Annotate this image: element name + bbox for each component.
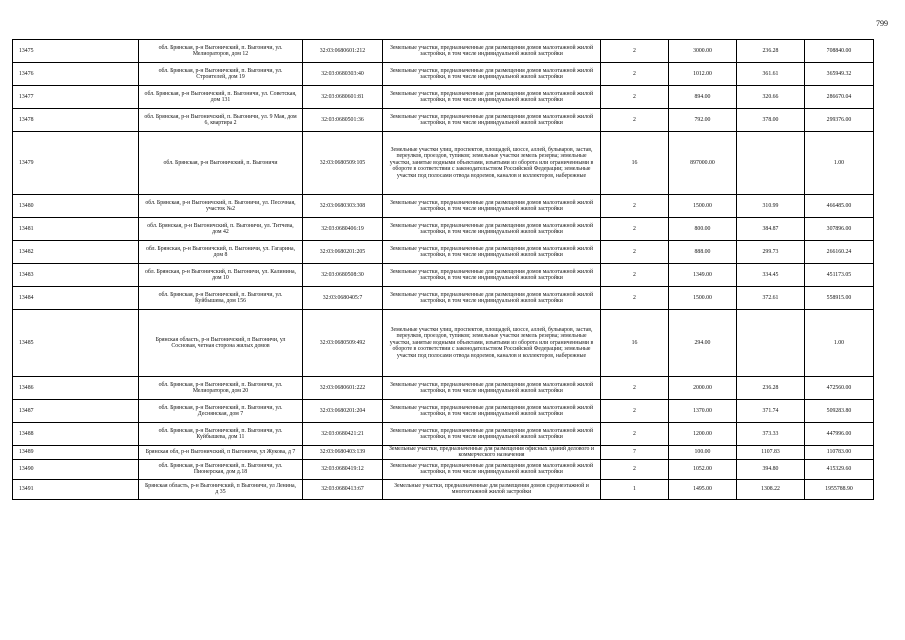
cell-specific-value: 373.33 (737, 423, 805, 446)
cell-area: 1495.00 (669, 479, 737, 499)
cell-group: 2 (601, 63, 669, 86)
table-row (13, 287, 874, 310)
cell-area: 2000.00 (669, 377, 737, 400)
cell-group: 2 (601, 287, 669, 310)
cell-cadastral-value: 466485.00 (805, 195, 874, 218)
cell-specific-value (737, 310, 805, 377)
cell-area: 1370.00 (669, 400, 737, 423)
cell-cadastral-number: 32:03:0680406:19 (303, 218, 383, 241)
cell-area: 800.00 (669, 218, 737, 241)
cell-land-use: Земельные участки, предназначенные для размещения домов малоэтажной жилой застройки, в том числе индивидуальной жилой застройки (383, 109, 601, 132)
cell-cadastral-number: 32:03:0680601:222 (303, 377, 383, 400)
table-row (13, 109, 874, 132)
table-row (13, 195, 874, 218)
cell-land-use: Земельные участки, предназначенные для размещения домов среднеэтажной и многоэтажной жилой застройки (383, 479, 601, 499)
table-row (13, 218, 874, 241)
cell-cadastral-number: 32:03:0680419:12 (303, 459, 383, 479)
cell-record-number: 13489 (13, 446, 139, 460)
cell-cadastral-value: 558915.00 (805, 287, 874, 310)
cell-record-number: 13476 (13, 63, 139, 86)
cell-cadastral-number: 32:03:0680421:21 (303, 423, 383, 446)
cell-cadastral-number: 32:03:0680303:40 (303, 63, 383, 86)
cell-specific-value: 236.28 (737, 377, 805, 400)
cell-area: 894.00 (669, 86, 737, 109)
cell-group: 1 (601, 479, 669, 499)
cell-cadastral-value: 286670.04 (805, 86, 874, 109)
cell-specific-value: 378.00 (737, 109, 805, 132)
cell-cadastral-value: 415329.60 (805, 459, 874, 479)
cell-address: обл. Брянская, р-н Выгоничский, п. Выгоничи, ул. Строителей, дом 19 (139, 63, 303, 86)
table-row (13, 264, 874, 287)
cell-specific-value: 334.45 (737, 264, 805, 287)
cell-group: 2 (601, 86, 669, 109)
cell-area: 100.00 (669, 446, 737, 460)
cell-area: 1052.00 (669, 459, 737, 479)
cell-land-use: Земельные участки, предназначенные для размещения офисных зданий делового и коммерческого назначения (383, 446, 601, 460)
cell-record-number: 13480 (13, 195, 139, 218)
cell-cadastral-value: 266160.24 (805, 241, 874, 264)
cell-land-use: Земельные участки, предназначенные для размещения домов малоэтажной жилой застройки, в том числе индивидуальной жилой застройки (383, 423, 601, 446)
table-row (13, 377, 874, 400)
cell-specific-value: 236.28 (737, 40, 805, 63)
cell-specific-value: 361.61 (737, 63, 805, 86)
cell-specific-value: 320.66 (737, 86, 805, 109)
cell-group: 2 (601, 264, 669, 287)
cell-cadastral-number: 32:03:0680201:205 (303, 241, 383, 264)
cell-cadastral-number: 32:03:0680501:36 (303, 109, 383, 132)
cell-area: 1500.00 (669, 287, 737, 310)
cell-land-use: Земельные участки, предназначенные для размещения домов малоэтажной жилой застройки, в том числе индивидуальной жилой застройки (383, 40, 601, 63)
cell-cadastral-number: 32:03:0680509:105 (303, 132, 383, 195)
cell-group: 2 (601, 241, 669, 264)
cell-land-use: Земельные участки, предназначенные для размещения домов малоэтажной жилой застройки, в том числе индивидуальной жилой застройки (383, 400, 601, 423)
table-row (13, 446, 874, 460)
cell-group: 16 (601, 310, 669, 377)
cell-area: 897000.00 (669, 132, 737, 195)
cell-area: 1200.00 (669, 423, 737, 446)
cell-area: 1012.00 (669, 63, 737, 86)
cell-address: обл. Брянская, р-н Выгоничский, п. Выгоничи, ул. Песочная, участок №2 (139, 195, 303, 218)
cell-cadastral-value: 447996.00 (805, 423, 874, 446)
cell-group: 2 (601, 109, 669, 132)
cell-group: 7 (601, 446, 669, 460)
cell-address: Брянская обл, р-н Выгоничский, п Выгоничи, ул Жукова, д 7 (139, 446, 303, 460)
cell-land-use: Земельные участки, предназначенные для размещения домов малоэтажной жилой застройки, в том числе индивидуальной жилой застройки (383, 241, 601, 264)
table-row (13, 132, 874, 195)
cell-cadastral-number: 32:03:0680303:308 (303, 195, 383, 218)
cell-specific-value (737, 132, 805, 195)
cell-group: 2 (601, 218, 669, 241)
table-row (13, 423, 874, 446)
cell-specific-value: 1308.22 (737, 479, 805, 499)
cell-cadastral-number: 32:03:0680601:212 (303, 40, 383, 63)
cell-record-number: 13485 (13, 310, 139, 377)
cell-land-use: Земельные участки улиц, проспектов, площадей, шоссе, аллей, бульваров, застав, переулков, проездов, тупиков; земельные участки земель резерва; земельные участки, занятые водными объектами, изъятыми из оборота или ограниченными в обороте в соответствии с законодательством Российской Федерации; земельные участки под полосами отвода водоемов, каналов и коллекторов, набережные (383, 310, 601, 377)
cell-record-number: 13488 (13, 423, 139, 446)
cell-group: 2 (601, 195, 669, 218)
cell-specific-value: 394.80 (737, 459, 805, 479)
cell-land-use: Земельные участки, предназначенные для размещения домов малоэтажной жилой застройки, в том числе индивидуальной жилой застройки (383, 86, 601, 109)
cell-record-number: 13486 (13, 377, 139, 400)
cell-address: обл. Брянская, р-н Выгоничский, п. Выгоничи, ул. Гагарина, дом 8 (139, 241, 303, 264)
cell-specific-value: 384.87 (737, 218, 805, 241)
cell-specific-value: 372.61 (737, 287, 805, 310)
cell-address: Брянская область, р-н Выгоничский, п Выгоничи, ул Ленина, д 35 (139, 479, 303, 499)
cell-record-number: 13482 (13, 241, 139, 264)
cell-address: обл. Брянская, р-н Выгоничский, п. Выгоничи, ул. Титчева, дом 42 (139, 218, 303, 241)
cell-cadastral-value: 708840.00 (805, 40, 874, 63)
cell-cadastral-value: 1955788.90 (805, 479, 874, 499)
cell-group: 2 (601, 400, 669, 423)
cell-address: обл. Брянская, р-н Выгоничский, п. Выгоничи, ул. Куйбышева, дом 156 (139, 287, 303, 310)
cell-land-use: Земельные участки, предназначенные для размещения домов малоэтажной жилой застройки, в том числе индивидуальной жилой застройки (383, 377, 601, 400)
cell-record-number: 13481 (13, 218, 139, 241)
cell-cadastral-number: 32:03:0680201:204 (303, 400, 383, 423)
cell-cadastral-value: 299376.00 (805, 109, 874, 132)
cell-area: 1500.00 (669, 195, 737, 218)
cell-record-number: 13484 (13, 287, 139, 310)
cell-specific-value: 1107.83 (737, 446, 805, 460)
table-row (13, 241, 874, 264)
table-row (13, 40, 874, 63)
cell-land-use: Земельные участки, предназначенные для размещения домов малоэтажной жилой застройки, в том числе индивидуальной жилой застройки (383, 195, 601, 218)
cell-address: обл. Брянская, р-н Выгоничский, п. Выгоничи, ул. Мелиораторов, дом 20 (139, 377, 303, 400)
cell-record-number: 13483 (13, 264, 139, 287)
cell-group: 2 (601, 423, 669, 446)
cell-address: обл. Брянская, р-н Выгоничский, п. Выгоничи, ул. Мелиораторов, дом 12 (139, 40, 303, 63)
table-row (13, 459, 874, 479)
cell-address: обл. Брянская, р-н Выгоничский, п. Выгоничи (139, 132, 303, 195)
cell-cadastral-value: 509283.80 (805, 400, 874, 423)
cell-cadastral-number: 32:03:0680403:139 (303, 446, 383, 460)
cell-record-number: 13487 (13, 400, 139, 423)
cell-cadastral-number: 32:03:0680413:67 (303, 479, 383, 499)
cell-cadastral-number: 32:03:0680601:81 (303, 86, 383, 109)
table-row (13, 86, 874, 109)
cell-cadastral-value: 1.00 (805, 132, 874, 195)
table-body (13, 40, 874, 500)
cell-cadastral-value: 472560.00 (805, 377, 874, 400)
cell-address: обл. Брянская, р-н Выгоничский, п. Выгоничи, ул. Калинина, дом 10 (139, 264, 303, 287)
cell-address: обл. Брянская, р-н Выгоничский, п. Выгоничи, ул. Деснянская, дом 7 (139, 400, 303, 423)
cell-address: обл. Брянская, р-н Выгоничский, п. Выгоничи, ул. Советская, дом 131 (139, 86, 303, 109)
cell-area: 792.00 (669, 109, 737, 132)
cell-record-number: 13475 (13, 40, 139, 63)
cell-cadastral-value: 110783.00 (805, 446, 874, 460)
cell-cadastral-value: 365949.32 (805, 63, 874, 86)
cell-specific-value: 310.99 (737, 195, 805, 218)
cell-cadastral-value: 1.00 (805, 310, 874, 377)
table-row (13, 310, 874, 377)
cell-area: 888.00 (669, 241, 737, 264)
cell-cadastral-value: 307896.00 (805, 218, 874, 241)
cell-area: 3000.00 (669, 40, 737, 63)
cell-land-use: Земельные участки улиц, проспектов, площадей, шоссе, аллей, бульваров, застав, переулков, проездов, тупиков; земельные участки земель резерва; земельные участки, занятые водными объектами, изъятыми из оборота или ограниченными в обороте в соответствии с законодательством Российской Федерации; земельные участки под полосами отвода водоемов, каналов и коллекторов, набережные (383, 132, 601, 195)
table-row (13, 400, 874, 423)
cell-land-use: Земельные участки, предназначенные для размещения домов малоэтажной жилой застройки, в том числе индивидуальной жилой застройки (383, 287, 601, 310)
cell-area: 1349.00 (669, 264, 737, 287)
cell-cadastral-number: 32:03:0680509:492 (303, 310, 383, 377)
cell-address: обл. Брянская, р-н Выгоничский, п. Выгоничи, ул. 9 Мая, дом 6, квартира 2 (139, 109, 303, 132)
cell-land-use: Земельные участки, предназначенные для размещения домов малоэтажной жилой застройки, в том числе индивидуальной жилой застройки (383, 264, 601, 287)
cell-address: Брянская область, р-н Выгоничский, п Выгоничи, ул Сосновая, четная сторона жилых домов (139, 310, 303, 377)
cell-group: 2 (601, 377, 669, 400)
cell-cadastral-number: 32:03:0680508:30 (303, 264, 383, 287)
cell-specific-value: 299.73 (737, 241, 805, 264)
cell-record-number: 13479 (13, 132, 139, 195)
cell-cadastral-number: 32:03:0680405:7 (303, 287, 383, 310)
cell-record-number: 13491 (13, 479, 139, 499)
cell-group: 16 (601, 132, 669, 195)
cell-specific-value: 371.74 (737, 400, 805, 423)
cell-land-use: Земельные участки, предназначенные для размещения домов малоэтажной жилой застройки, в том числе индивидуальной жилой застройки (383, 63, 601, 86)
cell-address: обл. Брянская, р-н Выгоничский, п. Выгоничи, ул. Куйбышева, дом 11 (139, 423, 303, 446)
cell-record-number: 13478 (13, 109, 139, 132)
table-row (13, 63, 874, 86)
cell-record-number: 13477 (13, 86, 139, 109)
cell-area: 294.00 (669, 310, 737, 377)
cadastral-value-table (12, 39, 874, 500)
cell-cadastral-value: 451173.05 (805, 264, 874, 287)
table-row (13, 479, 874, 499)
cell-address: обл. Брянская, р-н Выгоничский, п. Выгоничи, ул. Пионерская, дом д.18 (139, 459, 303, 479)
cell-group: 2 (601, 40, 669, 63)
cell-land-use: Земельные участки, предназначенные для размещения домов малоэтажной жилой застройки, в том числе индивидуальной жилой застройки (383, 459, 601, 479)
page-number: 799 (876, 19, 888, 28)
cell-land-use: Земельные участки, предназначенные для размещения домов малоэтажной жилой застройки, в том числе индивидуальной жилой застройки (383, 218, 601, 241)
cell-record-number: 13490 (13, 459, 139, 479)
cell-group: 2 (601, 459, 669, 479)
